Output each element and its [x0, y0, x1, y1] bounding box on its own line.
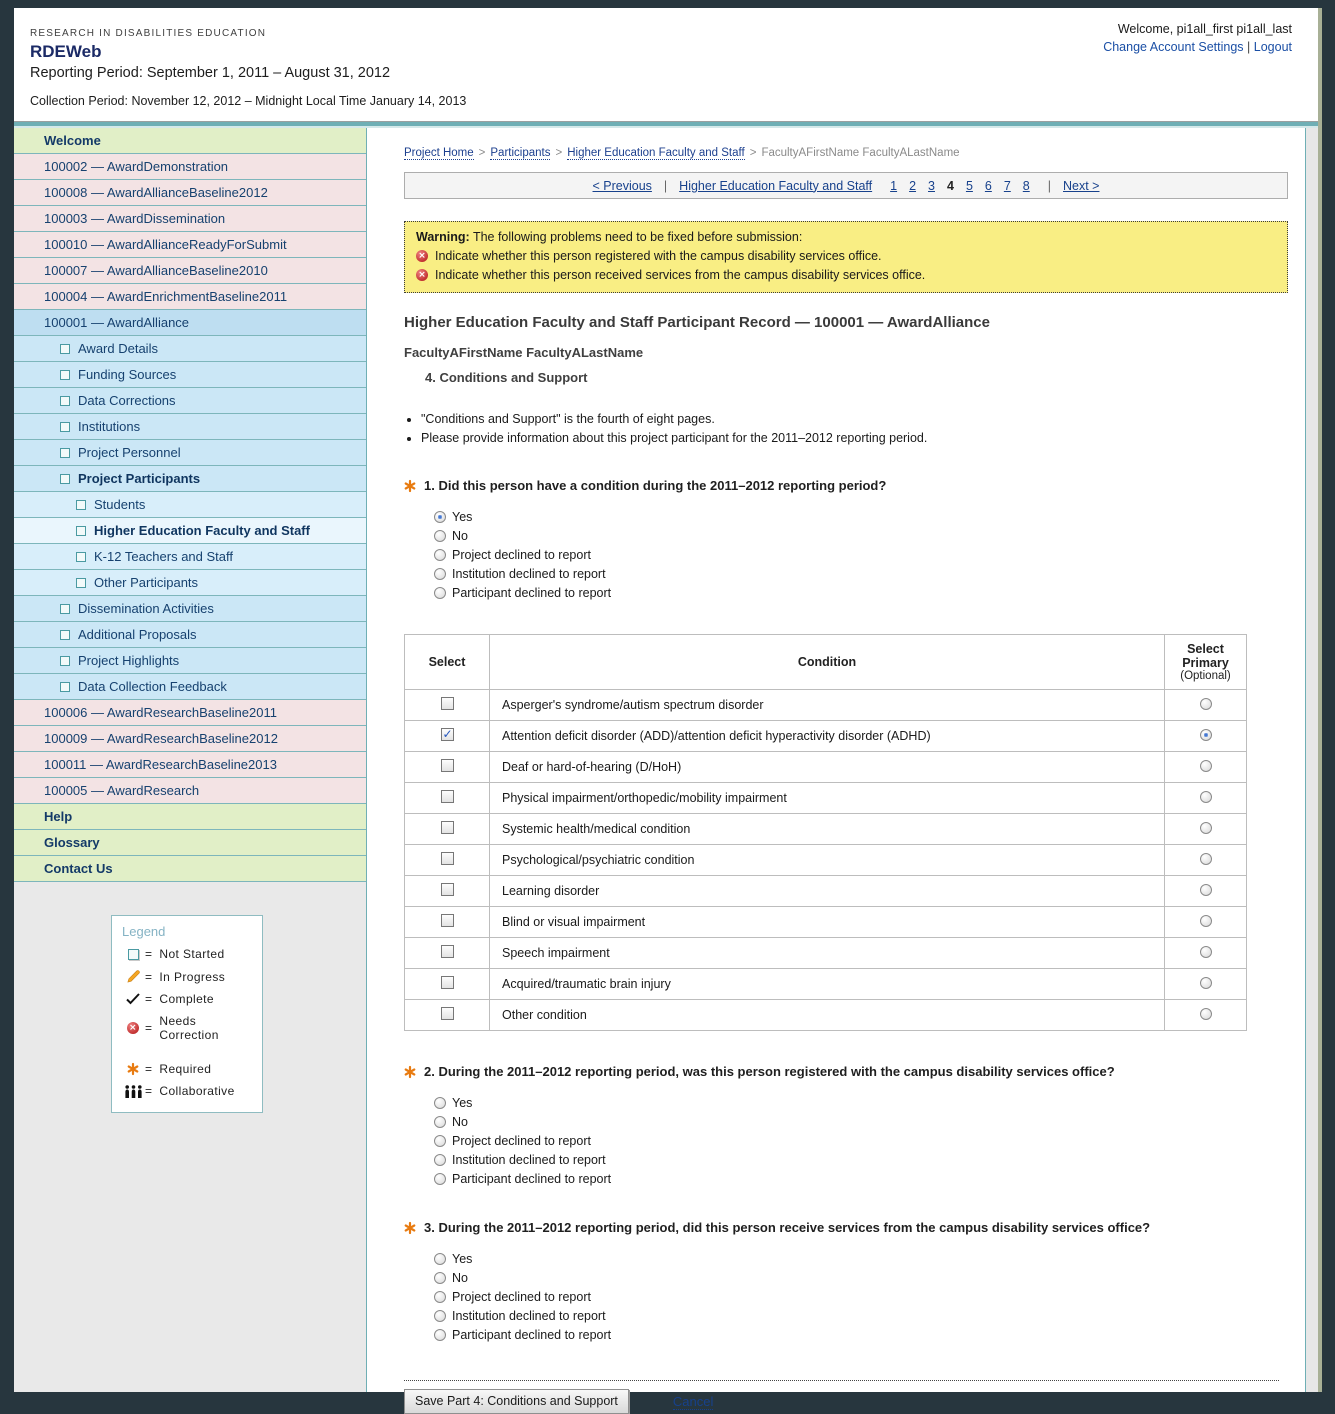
- radio-input[interactable]: [434, 530, 446, 542]
- primary-condition-radio[interactable]: [1200, 729, 1212, 741]
- radio-input[interactable]: [434, 1116, 446, 1128]
- condition-checkbox[interactable]: [441, 790, 454, 803]
- pagination-bar: [404, 172, 1288, 199]
- collection-period: Collection Period: November 12, 2012 – Midnight Local Time January 14, 2013: [30, 94, 467, 108]
- condition-row: [405, 876, 1247, 907]
- condition-row: [405, 907, 1247, 938]
- condition-select-cell: [405, 938, 490, 969]
- condition-primary-cell: [1165, 969, 1247, 1000]
- legend-label: In Progress: [159, 969, 226, 984]
- question-2-text: 2. During the 2011–2012 reporting period, was this person registered with the campus disability services office?: [424, 1064, 1115, 1079]
- cancel-link[interactable]: Cancel: [672, 1393, 714, 1409]
- condition-select-cell: [405, 814, 490, 845]
- condition-checkbox[interactable]: [441, 914, 454, 927]
- collaborative-people-icon: [122, 1085, 144, 1098]
- sidebar-item-label: Data Collection Feedback: [78, 679, 227, 694]
- error-icon: ×: [416, 269, 428, 281]
- not-started-square-icon: [122, 949, 144, 960]
- condition-label: Attention deficit disorder (ADD)/attention deficit hyperactivity disorder (ADHD): [490, 721, 1165, 752]
- primary-column-header: Select Primary (Optional): [1165, 635, 1247, 690]
- note-item: • Please provide information about this project participant for the 2011–2012 reporting period.: [421, 431, 1288, 445]
- primary-condition-radio[interactable]: [1200, 822, 1212, 834]
- question-1-text: 1. Did this person have a condition during the 2011–2012 reporting period?: [424, 478, 887, 493]
- next-page-link[interactable]: Next >: [1063, 178, 1100, 193]
- sidebar-item[interactable]: [14, 180, 366, 206]
- condition-select-cell: [405, 876, 490, 907]
- warning-intro: The following problems need to be fixed before submission:: [469, 230, 803, 244]
- not-started-checkbox-icon: [60, 682, 70, 692]
- sidebar-item[interactable]: [14, 232, 366, 258]
- radio-input[interactable]: [434, 1154, 446, 1166]
- needs-correction-icon: ×: [122, 1022, 144, 1034]
- save-part-4-button[interactable]: Save Part 4: Conditions and Support: [404, 1389, 629, 1414]
- sidebar-item-label: Project Participants: [78, 471, 201, 486]
- legend-label: Needs Correction: [159, 1014, 219, 1042]
- change-account-settings-link[interactable]: Change Account Settings: [1103, 40, 1244, 54]
- page-notes: [421, 412, 1288, 445]
- warning-box: [404, 221, 1288, 293]
- breadcrumb-link[interactable]: Higher Education Faculty and Staff: [567, 147, 745, 159]
- sidebar-item-label: Project Personnel: [78, 445, 181, 460]
- condition-primary-cell: [1165, 783, 1247, 814]
- sidebar-item[interactable]: [14, 596, 366, 622]
- radio-option[interactable]: [434, 547, 1288, 563]
- sidebar-item[interactable]: [14, 466, 366, 492]
- sidebar-item-label: 100007 — AwardAllianceBaseline2010: [44, 263, 268, 278]
- sidebar-item[interactable]: [14, 674, 366, 700]
- sidebar-item[interactable]: [14, 414, 366, 440]
- legend-row: [122, 1062, 252, 1076]
- radio-input[interactable]: [434, 1310, 446, 1322]
- legend-row: [122, 992, 252, 1006]
- condition-primary-cell: [1165, 938, 1247, 969]
- question-3-options: [434, 1251, 1288, 1343]
- not-started-checkbox-icon: [76, 578, 86, 588]
- condition-row: [405, 690, 1247, 721]
- condition-primary-cell: [1165, 1000, 1247, 1031]
- condition-select-cell: [405, 845, 490, 876]
- legend-label: Not Started: [159, 947, 225, 961]
- condition-row: [405, 721, 1247, 752]
- pagination-page-link[interactable]: 3: [928, 178, 935, 193]
- sidebar-item-label: 100002 — AwardDemonstration: [44, 159, 229, 174]
- primary-optional-note: (Optional): [1180, 670, 1231, 682]
- condition-checkbox[interactable]: [441, 821, 454, 834]
- radio-option-label: Institution declined to report: [452, 1309, 606, 1323]
- sidebar-item[interactable]: [14, 284, 366, 310]
- radio-option-label: Participant declined to report: [452, 1328, 612, 1342]
- sidebar-item-label: 100004 — AwardEnrichmentBaseline2011: [44, 289, 288, 304]
- condition-label: Learning disorder: [490, 876, 1165, 907]
- not-started-checkbox-icon: [76, 526, 86, 536]
- condition-label: Blind or visual impairment: [490, 907, 1165, 938]
- pagination-pages: [884, 179, 1036, 193]
- condition-primary-cell: [1165, 845, 1247, 876]
- pagination-page-link[interactable]: 1: [890, 178, 898, 193]
- pagination-current-page[interactable]: 4: [946, 178, 954, 193]
- page: [14, 8, 1322, 1409]
- sidebar-item-label: 100008 — AwardAllianceBaseline2012: [44, 185, 268, 200]
- condition-primary-cell: [1165, 907, 1247, 938]
- condition-checkbox[interactable]: [441, 697, 454, 710]
- radio-input[interactable]: [434, 1291, 446, 1303]
- primary-condition-radio[interactable]: [1200, 760, 1212, 772]
- condition-select-cell: [405, 783, 490, 814]
- primary-condition-radio[interactable]: [1200, 977, 1212, 989]
- sidebar-item-label: 100006 — AwardResearchBaseline2011: [44, 705, 277, 720]
- condition-primary-cell: [1165, 876, 1247, 907]
- sidebar-item-label: Dissemination Activities: [78, 601, 214, 616]
- sidebar: [14, 128, 367, 1392]
- condition-row: [405, 969, 1247, 1000]
- form-footer: [404, 1389, 1288, 1414]
- sidebar-nav: [14, 128, 366, 882]
- condition-primary-cell: [1165, 814, 1247, 845]
- legend-equals: =: [145, 947, 153, 961]
- site-eyebrow: RESEARCH IN DISABILITIES EDUCATION: [30, 28, 267, 39]
- sidebar-item-label: Funding Sources: [78, 367, 177, 382]
- radio-option[interactable]: [434, 566, 1288, 582]
- question-2-options: [434, 1095, 1288, 1187]
- sidebar-item-label: Welcome: [44, 133, 101, 148]
- not-started-checkbox-icon: [60, 474, 70, 484]
- select-column-header: Select: [405, 635, 490, 690]
- sidebar-item-label: Higher Education Faculty and Staff: [94, 523, 310, 538]
- radio-option-label: No: [452, 1271, 468, 1285]
- header-account-area: [1103, 22, 1292, 54]
- not-started-checkbox-icon: [60, 604, 70, 614]
- primary-condition-radio[interactable]: [1200, 946, 1212, 958]
- sidebar-item-label: 100009 — AwardResearchBaseline2012: [44, 731, 278, 746]
- pagination-divider: |: [1047, 178, 1051, 193]
- conditions-tbody: [405, 690, 1247, 1031]
- condition-primary-cell: [1165, 721, 1247, 752]
- legend-row: [122, 1014, 252, 1042]
- condition-label: Asperger's syndrome/autism spectrum disorder: [490, 690, 1165, 721]
- sidebar-item[interactable]: [14, 154, 366, 180]
- record-title: Higher Education Faculty and Staff Participant Record — 100001 — AwardAlliance: [404, 314, 990, 331]
- radio-input[interactable]: [434, 1097, 446, 1109]
- sidebar-item-label: Contact Us: [44, 861, 113, 876]
- sidebar-item[interactable]: [14, 700, 366, 726]
- logout-link[interactable]: Logout: [1253, 40, 1292, 54]
- radio-option[interactable]: [434, 1114, 1288, 1130]
- sidebar-item-label: Award Details: [78, 341, 158, 356]
- radio-option[interactable]: [434, 1133, 1288, 1149]
- sidebar-item[interactable]: [14, 128, 366, 154]
- legend-label: Collaborative: [159, 1084, 235, 1098]
- radio-input[interactable]: [434, 568, 446, 580]
- condition-checkbox[interactable]: [441, 759, 454, 772]
- radio-option[interactable]: [434, 585, 1288, 601]
- condition-row: [405, 1000, 1247, 1031]
- condition-checkbox[interactable]: [441, 852, 454, 865]
- required-asterisk-icon: [404, 1222, 416, 1237]
- radio-input[interactable]: [434, 511, 446, 523]
- question-3-text: 3. During the 2011–2012 reporting period, did this person receive services from the campus disability services office?: [424, 1220, 1151, 1235]
- primary-condition-radio[interactable]: [1200, 915, 1212, 927]
- not-started-checkbox-icon: [60, 344, 70, 354]
- condition-checkbox[interactable]: [441, 1007, 454, 1020]
- condition-label: Systemic health/medical condition: [490, 814, 1165, 845]
- condition-select-cell: [405, 907, 490, 938]
- in-progress-pencil-icon: [122, 969, 144, 984]
- legend-equals: =: [145, 969, 153, 984]
- sidebar-item-label: Institutions: [78, 419, 141, 434]
- condition-row: [405, 845, 1247, 876]
- radio-option-label: Yes: [452, 1096, 473, 1110]
- sidebar-item-label: Glossary: [44, 835, 100, 850]
- legend-equals: =: [145, 992, 153, 1006]
- condition-row: [405, 814, 1247, 845]
- breadcrumb-separator: >: [555, 147, 563, 159]
- sidebar-item-label: Data Corrections: [78, 393, 176, 408]
- radio-option-label: Project declined to report: [452, 1134, 591, 1148]
- condition-label: Other condition: [490, 1000, 1165, 1031]
- legend-row: [122, 969, 252, 984]
- radio-input[interactable]: [434, 1329, 446, 1341]
- condition-select-cell: [405, 690, 490, 721]
- condition-primary-cell: [1165, 690, 1247, 721]
- pagination-page-link[interactable]: 5: [965, 178, 973, 193]
- sidebar-item-label: Additional Proposals: [78, 627, 197, 642]
- breadcrumb-link[interactable]: Participants: [490, 147, 551, 159]
- previous-page-link[interactable]: < Previous: [592, 178, 652, 193]
- condition-checkbox[interactable]: [441, 976, 454, 989]
- legend-box: [111, 915, 263, 1113]
- question-3: [404, 1220, 1288, 1237]
- warning-item: [416, 268, 1276, 282]
- radio-option-label: Participant declined to report: [452, 586, 612, 600]
- sidebar-item-label: Project Highlights: [78, 653, 180, 668]
- header-divider: [14, 121, 1318, 128]
- radio-input[interactable]: [434, 1173, 446, 1185]
- required-asterisk-icon: [404, 1066, 416, 1081]
- sidebar-item-label: 100001 — AwardAlliance: [44, 315, 190, 330]
- not-started-checkbox-icon: [60, 422, 70, 432]
- condition-label: Acquired/traumatic brain injury: [490, 969, 1165, 1000]
- radio-option[interactable]: [434, 1095, 1288, 1111]
- sidebar-item-label: 100003 — AwardDissemination: [44, 211, 226, 226]
- sidebar-item[interactable]: [14, 440, 366, 466]
- warning-item: [416, 249, 1276, 263]
- radio-option[interactable]: [434, 1289, 1288, 1305]
- legend-label: Required: [159, 1062, 212, 1076]
- sidebar-item-label: 100010 — AwardAllianceReadyForSubmit: [44, 237, 287, 252]
- condition-column-header: Condition: [490, 635, 1165, 690]
- sidebar-item[interactable]: [14, 856, 366, 882]
- legend-title: Legend: [122, 924, 166, 939]
- not-started-checkbox-icon: [76, 552, 86, 562]
- complete-check-icon: [122, 993, 144, 1005]
- sidebar-item[interactable]: [14, 362, 366, 388]
- sidebar-item-label: 100005 — AwardResearch: [44, 783, 200, 798]
- sidebar-item[interactable]: [14, 726, 366, 752]
- breadcrumb-current: FacultyAFirstName FacultyALastName: [761, 147, 960, 159]
- warning-item-text: Indicate whether this person registered with the campus disability services office.: [435, 249, 882, 263]
- main-content: [367, 128, 1305, 1409]
- pagination-page-link[interactable]: 8: [1022, 178, 1030, 193]
- conditions-table-header-row: [405, 635, 1247, 690]
- pagination-page-link[interactable]: 6: [984, 178, 992, 193]
- radio-input[interactable]: [434, 587, 446, 599]
- radio-option-label: Participant declined to report: [452, 1172, 612, 1186]
- radio-option-label: Institution declined to report: [452, 567, 606, 581]
- radio-input[interactable]: [434, 1253, 446, 1265]
- reporting-period: Reporting Period: September 1, 2011 – August 31, 2012: [30, 65, 391, 81]
- pagination-page-link[interactable]: 7: [1003, 178, 1011, 193]
- right-gutter: [1305, 128, 1318, 1392]
- question-2: [404, 1064, 1288, 1081]
- primary-condition-radio[interactable]: [1200, 1008, 1212, 1020]
- conditions-table: [404, 634, 1247, 1031]
- condition-label: Physical impairment/orthopedic/mobility impairment: [490, 783, 1165, 814]
- radio-option[interactable]: [434, 1251, 1288, 1267]
- participant-name: FacultyAFirstName FacultyALastName: [404, 345, 644, 360]
- breadcrumb-link[interactable]: Project Home: [404, 147, 474, 159]
- breadcrumb-separator: >: [749, 147, 757, 159]
- condition-checkbox[interactable]: [441, 883, 454, 896]
- page-header: [14, 8, 1318, 121]
- legend-equals: =: [145, 1021, 153, 1035]
- question-1-options: [434, 509, 1288, 601]
- not-started-checkbox-icon: [60, 630, 70, 640]
- radio-option[interactable]: [434, 528, 1288, 544]
- not-started-checkbox-icon: [60, 656, 70, 666]
- sidebar-footer-area: [14, 882, 366, 1392]
- pagination-page-link[interactable]: 2: [909, 178, 917, 193]
- radio-option[interactable]: [434, 1152, 1288, 1168]
- warning-item-text: Indicate whether this person received services from the campus disability services office.: [435, 268, 926, 282]
- condition-select-cell: [405, 1000, 490, 1031]
- note-item: • "Conditions and Support" is the fourth of eight pages.: [421, 412, 1288, 426]
- sidebar-item[interactable]: [14, 206, 366, 232]
- sidebar-item[interactable]: [14, 752, 366, 778]
- condition-label: Psychological/psychiatric condition: [490, 845, 1165, 876]
- condition-primary-cell: [1165, 752, 1247, 783]
- radio-option-label: No: [452, 529, 468, 543]
- breadcrumb-separator: >: [478, 147, 486, 159]
- not-started-checkbox-icon: [60, 370, 70, 380]
- sidebar-item[interactable]: [14, 310, 366, 336]
- radio-option[interactable]: [434, 509, 1288, 525]
- primary-condition-radio[interactable]: [1200, 698, 1212, 710]
- radio-option[interactable]: [434, 1171, 1288, 1187]
- legend-equals: =: [145, 1084, 153, 1098]
- sidebar-item[interactable]: [14, 648, 366, 674]
- sidebar-item[interactable]: [14, 830, 366, 856]
- form-footer-divider: [404, 1380, 1279, 1381]
- condition-row: [405, 938, 1247, 969]
- sidebar-item[interactable]: [14, 570, 366, 596]
- condition-checkbox[interactable]: [441, 728, 454, 741]
- condition-row: [405, 752, 1247, 783]
- not-started-checkbox-icon: [60, 396, 70, 406]
- condition-label: Speech impairment: [490, 938, 1165, 969]
- radio-option[interactable]: [434, 1327, 1288, 1343]
- sidebar-item[interactable]: [14, 492, 366, 518]
- header-links-separator: |: [1243, 40, 1254, 54]
- radio-option-label: No: [452, 1115, 468, 1129]
- breadcrumb: [404, 147, 1288, 159]
- warning-intro-line: [416, 230, 1276, 244]
- condition-select-cell: [405, 752, 490, 783]
- condition-select-cell: [405, 721, 490, 752]
- required-asterisk-icon: [122, 1063, 144, 1075]
- radio-input[interactable]: [434, 549, 446, 561]
- legend-equals: =: [145, 1062, 153, 1076]
- condition-row: [405, 783, 1247, 814]
- radio-option-label: Project declined to report: [452, 548, 591, 562]
- not-started-checkbox-icon: [76, 500, 86, 510]
- legend-row: [122, 1084, 252, 1098]
- primary-condition-radio[interactable]: [1200, 884, 1212, 896]
- error-icon: ×: [416, 250, 428, 262]
- warning-items: [416, 249, 1276, 282]
- sidebar-item-label: Help: [44, 809, 73, 824]
- app-title: RDEWeb: [30, 42, 102, 61]
- sidebar-item[interactable]: [14, 388, 366, 414]
- sidebar-item[interactable]: [14, 518, 366, 544]
- not-started-checkbox-icon: [60, 448, 70, 458]
- radio-input[interactable]: [434, 1272, 446, 1284]
- required-asterisk-icon: [404, 480, 416, 495]
- sidebar-item[interactable]: [14, 336, 366, 362]
- primary-condition-radio[interactable]: [1200, 791, 1212, 803]
- radio-option-label: Yes: [452, 1252, 473, 1266]
- radio-input[interactable]: [434, 1135, 446, 1147]
- warning-label: Warning:: [416, 230, 470, 244]
- sidebar-item-label: Other Participants: [94, 575, 199, 590]
- radio-option-label: Yes: [452, 510, 473, 524]
- radio-option-label: Institution declined to report: [452, 1153, 606, 1167]
- sidebar-item-label: 100011 — AwardResearchBaseline2013: [44, 757, 277, 772]
- section-title: 4. Conditions and Support: [425, 370, 588, 385]
- pagination-divider: |: [663, 178, 668, 193]
- welcome-user-text: Welcome, pi1all_first pi1all_last: [1117, 22, 1292, 36]
- sidebar-item-label: K-12 Teachers and Staff: [94, 549, 234, 564]
- condition-select-cell: [405, 969, 490, 1000]
- condition-label: Deaf or hard-of-hearing (D/HoH): [490, 752, 1165, 783]
- radio-option-label: Project declined to report: [452, 1290, 591, 1304]
- section-pages-link[interactable]: Higher Education Faculty and Staff: [679, 178, 873, 193]
- legend-row: [122, 947, 252, 961]
- radio-option[interactable]: [434, 1270, 1288, 1286]
- sidebar-item[interactable]: [14, 258, 366, 284]
- question-1: [404, 478, 1288, 495]
- legend-label: Complete: [159, 992, 214, 1006]
- sidebar-item[interactable]: [14, 544, 366, 570]
- radio-option[interactable]: [434, 1308, 1288, 1324]
- sidebar-item[interactable]: [14, 804, 366, 830]
- sidebar-item[interactable]: [14, 778, 366, 804]
- sidebar-item[interactable]: [14, 622, 366, 648]
- sidebar-item-label: Students: [94, 497, 146, 512]
- primary-condition-radio[interactable]: [1200, 853, 1212, 865]
- condition-checkbox[interactable]: [441, 945, 454, 958]
- legend-rows: [122, 947, 252, 1098]
